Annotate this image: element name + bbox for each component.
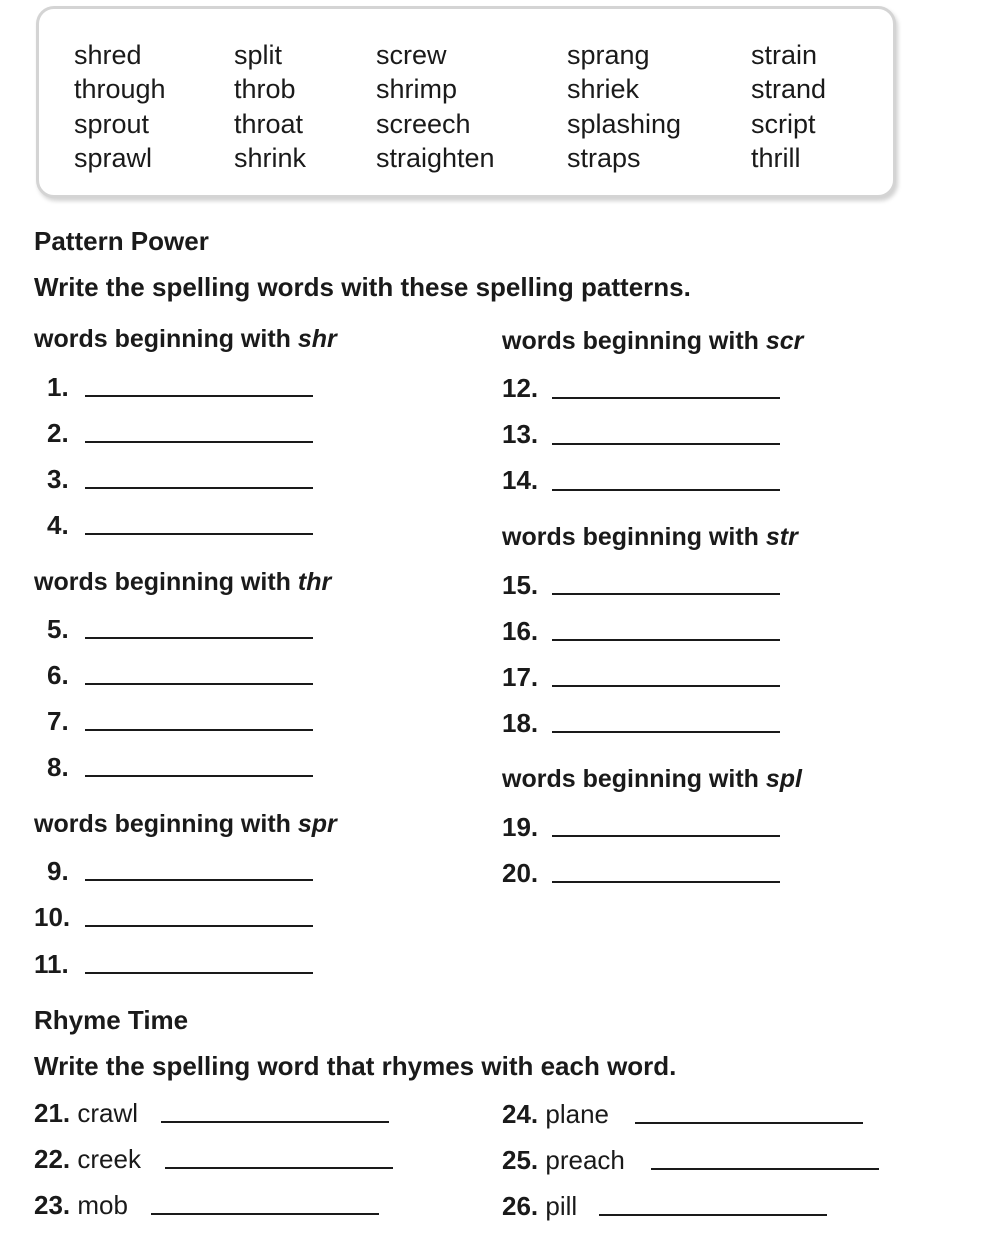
answer-blank[interactable] bbox=[85, 683, 313, 685]
word-bank-word: thrill bbox=[751, 143, 801, 173]
rhyme-item: 26. pill bbox=[502, 1191, 578, 1221]
item-number: 12. bbox=[502, 373, 539, 403]
answer-blank[interactable] bbox=[85, 487, 313, 489]
word-bank-word: sprang bbox=[567, 40, 650, 70]
item-number: 5. bbox=[47, 614, 69, 644]
answer-blank[interactable] bbox=[635, 1122, 863, 1124]
answer-blank[interactable] bbox=[552, 593, 780, 595]
rhyme-item: 21. crawl bbox=[34, 1098, 139, 1128]
item-number: 20. bbox=[502, 858, 539, 888]
item-number: 6. bbox=[47, 660, 69, 690]
word-bank-word: script bbox=[751, 109, 816, 139]
item-number: 7. bbox=[47, 706, 69, 736]
answer-blank[interactable] bbox=[651, 1168, 879, 1170]
answer-blank[interactable] bbox=[85, 395, 313, 397]
answer-blank[interactable] bbox=[552, 639, 780, 641]
rhyme-time-title: Rhyme Time bbox=[34, 1005, 189, 1035]
pattern-heading-spr: words beginning with spr bbox=[34, 810, 337, 838]
answer-blank[interactable] bbox=[165, 1167, 393, 1169]
word-bank-word: screech bbox=[376, 109, 471, 139]
word-bank-word: splashing bbox=[567, 109, 682, 139]
answer-blank[interactable] bbox=[552, 489, 780, 491]
answer-blank[interactable] bbox=[85, 441, 313, 443]
answer-blank[interactable] bbox=[85, 637, 313, 639]
answer-blank[interactable] bbox=[85, 925, 313, 927]
word-bank-word: sprout bbox=[74, 109, 150, 139]
item-number: 15. bbox=[502, 570, 539, 600]
answer-blank[interactable] bbox=[552, 835, 780, 837]
item-number: 4. bbox=[47, 510, 69, 540]
item-number: 19. bbox=[502, 812, 539, 842]
word-bank-word: straps bbox=[567, 143, 641, 173]
item-number: 16. bbox=[502, 616, 539, 646]
pattern-heading-shr: words beginning with shr bbox=[34, 325, 337, 353]
item-number: 8. bbox=[47, 752, 69, 782]
word-bank-word: straighten bbox=[376, 143, 495, 173]
item-number: 3. bbox=[47, 464, 69, 494]
pattern-power-title: Pattern Power bbox=[34, 226, 209, 256]
item-number: 2. bbox=[47, 418, 69, 448]
item-number: 1. bbox=[47, 372, 69, 402]
pattern-heading-spl: words beginning with spl bbox=[502, 765, 802, 793]
rhyme-item: 22. creek bbox=[34, 1144, 141, 1174]
answer-blank[interactable] bbox=[552, 881, 780, 883]
answer-blank[interactable] bbox=[552, 443, 780, 445]
item-number: 17. bbox=[502, 662, 539, 692]
word-bank-word: shriek bbox=[567, 74, 640, 104]
word-bank-word: shrink bbox=[234, 143, 307, 173]
word-bank-word: sprawl bbox=[74, 143, 153, 173]
pattern-heading-thr: words beginning with thr bbox=[34, 568, 332, 596]
item-number: 9. bbox=[47, 856, 69, 886]
word-bank-word: shrimp bbox=[376, 74, 458, 104]
item-number: 14. bbox=[502, 465, 539, 495]
answer-blank[interactable] bbox=[85, 879, 313, 881]
word-bank-word: throat bbox=[234, 109, 304, 139]
rhyme-item: 24. plane bbox=[502, 1099, 610, 1129]
word-bank-word: shred bbox=[74, 40, 142, 70]
answer-blank[interactable] bbox=[85, 533, 313, 535]
item-number: 10. bbox=[34, 902, 71, 932]
answer-blank[interactable] bbox=[85, 775, 313, 777]
rhyme-time-instruction: Write the spelling word that rhymes with each word. bbox=[34, 1051, 677, 1081]
word-bank-word: through bbox=[74, 74, 166, 104]
word-bank-word: strain bbox=[751, 40, 818, 70]
pattern-power-instruction: Write the spelling words with these spelling patterns. bbox=[34, 272, 691, 302]
answer-blank[interactable] bbox=[552, 397, 780, 399]
rhyme-item: 25. preach bbox=[502, 1145, 625, 1175]
item-number: 13. bbox=[502, 419, 539, 449]
answer-blank[interactable] bbox=[85, 972, 313, 974]
answer-blank[interactable] bbox=[161, 1121, 389, 1123]
rhyme-item: 23. mob bbox=[34, 1190, 128, 1220]
word-bank-word: split bbox=[234, 40, 283, 70]
answer-blank[interactable] bbox=[599, 1214, 827, 1216]
answer-blank[interactable] bbox=[151, 1213, 379, 1215]
item-number: 11. bbox=[34, 949, 69, 979]
pattern-heading-scr: words beginning with scr bbox=[502, 327, 804, 355]
word-bank-word: screw bbox=[376, 40, 447, 70]
answer-blank[interactable] bbox=[85, 729, 313, 731]
answer-blank[interactable] bbox=[552, 685, 780, 687]
item-number: 18. bbox=[502, 708, 539, 738]
word-bank-word: strand bbox=[751, 74, 827, 104]
pattern-heading-str: words beginning with str bbox=[502, 523, 798, 551]
answer-blank[interactable] bbox=[552, 731, 780, 733]
word-bank-word: throb bbox=[234, 74, 296, 104]
